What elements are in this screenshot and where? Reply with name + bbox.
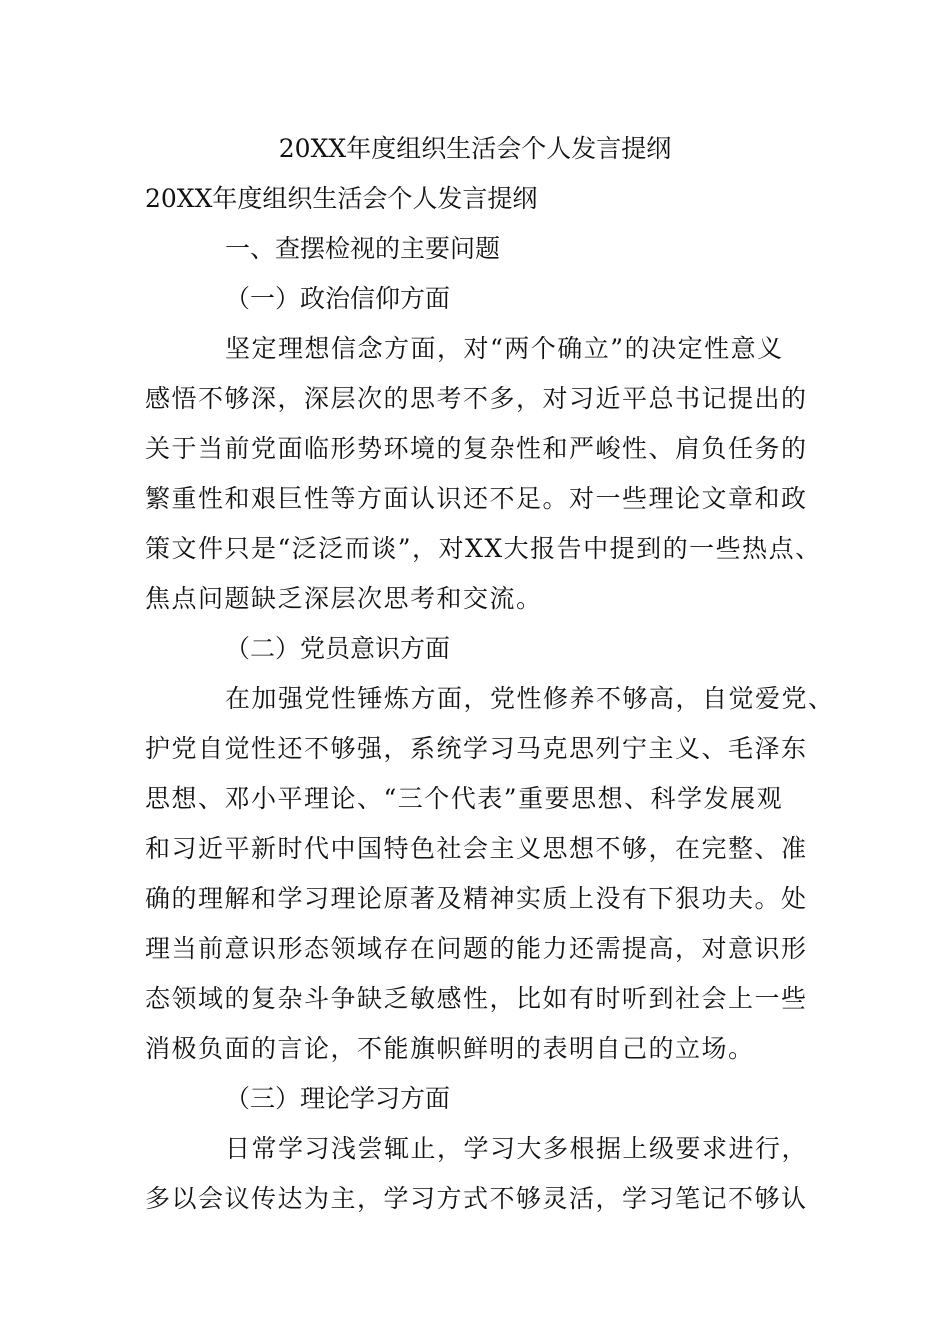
document-subtitle: 20XX年度组织生活会个人发言提纲	[145, 184, 538, 213]
paragraph-line: 策文件只是“泛泛而谈”，对XX大报告中提到的一些热点、	[145, 534, 822, 563]
paragraph-line: 焦点问题缺乏深层次思考和交流。	[145, 584, 543, 613]
paragraph-line: 关于当前党面临形势环境的复杂性和严峻性、肩负任务的	[145, 434, 808, 463]
paragraph-line: 思想、邓小平理论、“三个代表”重要思想、科学发展观	[145, 784, 784, 813]
paragraph-line: 理当前意识形态领域存在问题的能力还需提高，对意识形	[145, 934, 808, 963]
paragraph-line: 坚定理想信念方面，对“两个确立”的决定性意义	[225, 334, 784, 363]
paragraph-line: 多以会议传达为主，学习方式不够灵活，学习笔记不够认	[145, 1184, 808, 1213]
subsection-heading-theory-study: （三）理论学习方面	[225, 1084, 451, 1113]
paragraph-line: 感悟不够深，深层次的思考不多，对习近平总书记提出的	[145, 384, 808, 413]
paragraph-line: 日常学习浅尝辄止，学习大多根据上级要求进行，	[225, 1134, 809, 1163]
paragraph-line: 消极负面的言论，不能旗帜鲜明的表明自己的立场。	[145, 1034, 755, 1063]
section-heading-1: 一、查摆检视的主要问题	[225, 234, 501, 263]
paragraph-line: 护党自觉性还不够强，系统学习马克思列宁主义、毛泽东	[145, 734, 808, 763]
paragraph-line: 在加强党性锤炼方面，党性修养不够高，自觉爱党、	[225, 684, 835, 713]
paragraph-line: 态领域的复杂斗争缺乏敏感性，比如有时听到社会上一些	[145, 984, 808, 1013]
subsection-heading-party-awareness: （二）党员意识方面	[225, 634, 451, 663]
document-title: 20XX年度组织生活会个人发言提纲	[278, 134, 672, 163]
paragraph-line: 和习近平新时代中国特色社会主义思想不够，在完整、准	[145, 834, 808, 863]
paragraph-line: 确的理解和学习理论原著及精神实质上没有下狠功夫。处	[145, 884, 808, 913]
subsection-heading-political: （一）政治信仰方面	[225, 284, 451, 313]
paragraph-line: 繁重性和艰巨性等方面认识还不足。对一些理论文章和政	[145, 484, 808, 513]
